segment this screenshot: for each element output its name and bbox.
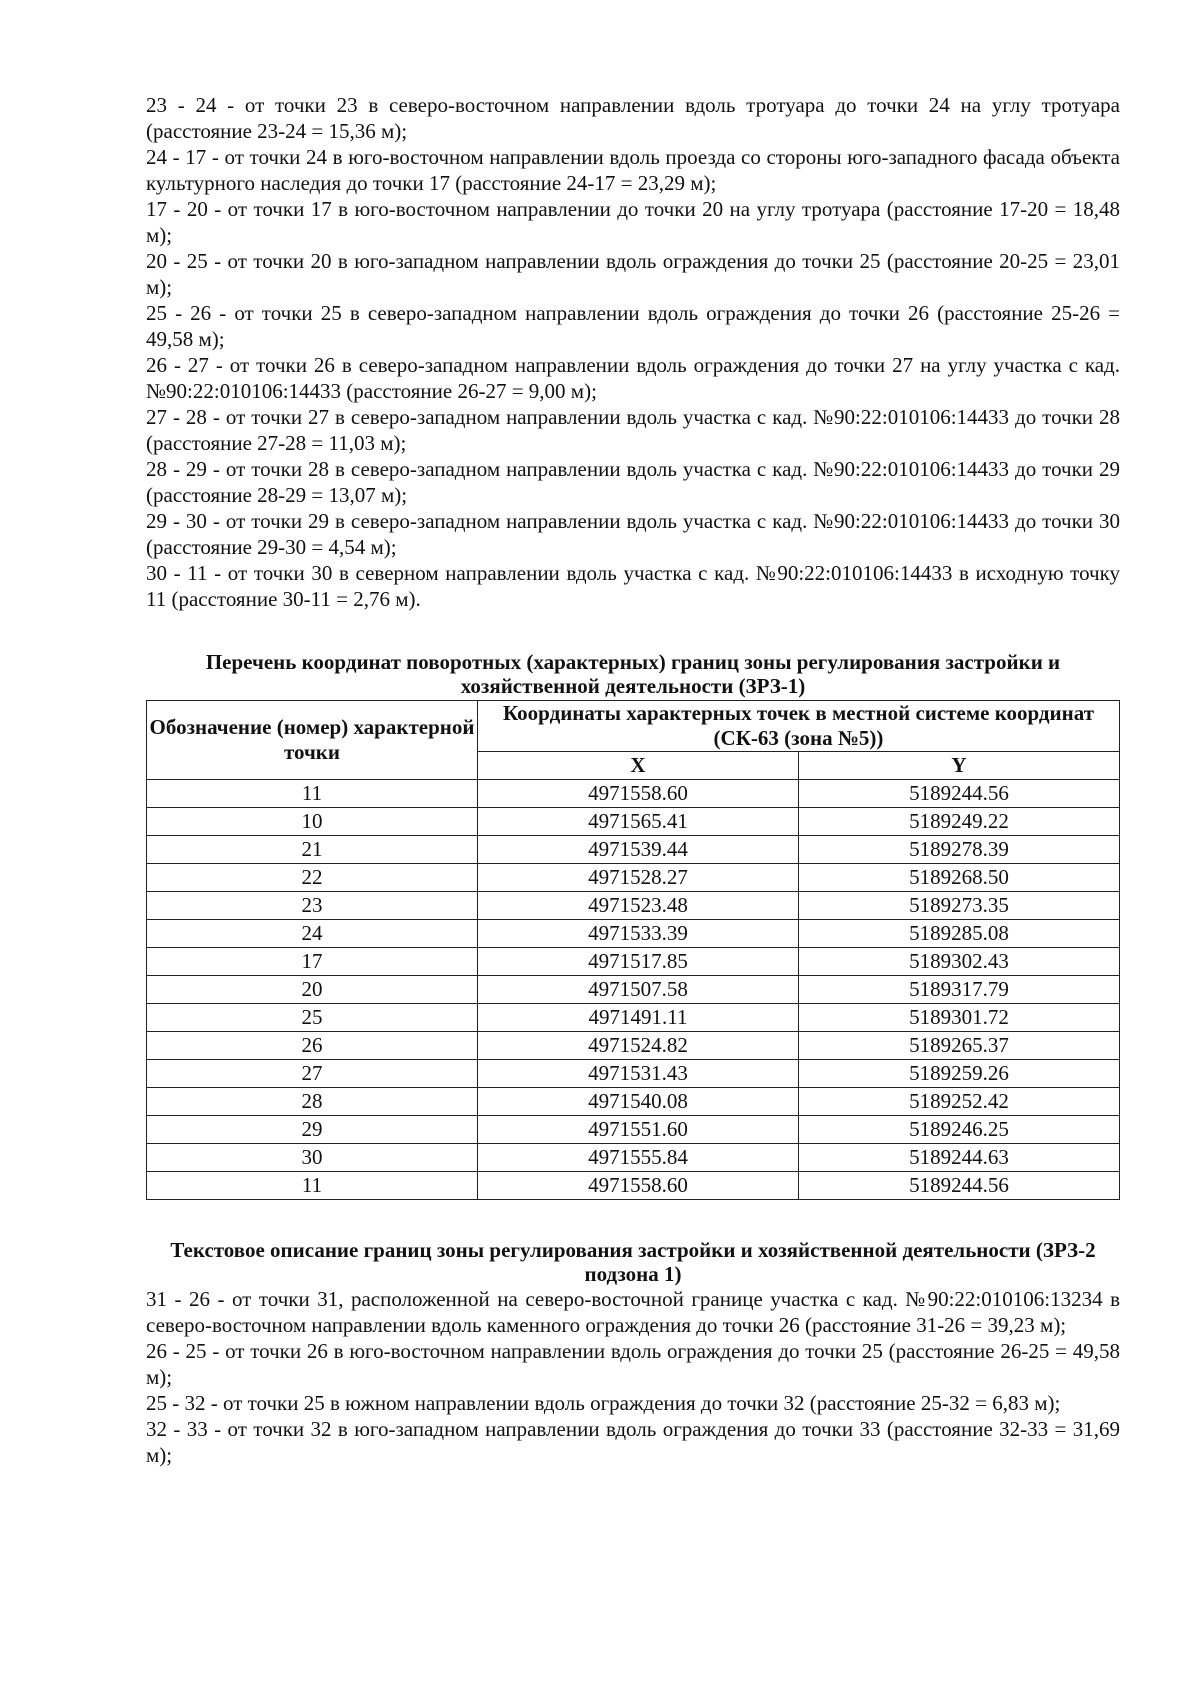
cell-x: 4971531.43 [478, 1060, 799, 1088]
boundary-description-zrz2 [146, 1286, 1120, 1468]
table-row [147, 1060, 1120, 1088]
header-y: Y [799, 752, 1120, 780]
header-point-number: Обозначение (номер) характерной точки [147, 701, 478, 780]
cell-point: 28 [147, 1088, 478, 1116]
cell-point: 20 [147, 976, 478, 1004]
cell-point: 29 [147, 1116, 478, 1144]
cell-x: 4971558.60 [478, 780, 799, 808]
cell-x: 4971551.60 [478, 1116, 799, 1144]
cell-point: 11 [147, 780, 478, 808]
cell-y: 5189317.79 [799, 976, 1120, 1004]
boundary-segment-26-27: 26 - 27 - от точки 26 в северо-западном направлении вдоль ограждения до точки 27 на углу участка с кад. №90:22:010106:14433 (расстояние 26-27 = 9,00 м); [146, 353, 1120, 403]
cell-y: 5189259.26 [799, 1060, 1120, 1088]
cell-x: 4971565.41 [478, 808, 799, 836]
cell-y: 5189278.39 [799, 836, 1120, 864]
boundary-segment-26-25: 26 - 25 - от точки 26 в юго-восточном направлении вдоль ограждения до точки 25 (расстояние 26-25 = 49,58 м); [146, 1339, 1120, 1389]
boundary-segment-32-33: 32 - 33 - от точки 32 в юго-западном направлении вдоль ограждения до точки 33 (расстояние 32-33 = 31,69 м); [146, 1417, 1120, 1467]
boundary-segment-31-26: 31 - 26 - от точки 31, расположенной на северо-восточной границе участка с кад. №90:22:010106:13234 в северо-восточном направлении вдоль каменного ограждения до точки 26 (расстояние 31-26 = 39,23 м); [146, 1287, 1120, 1337]
coords-table-title: Перечень координат поворотных (характерных) границ зоны регулирования застройки и хозяйственной деятельности (ЗРЗ-1) [205, 650, 1061, 698]
boundary-segment-20-25: 20 - 25 - от точки 20 в юго-западном направлении вдоль ограждения до точки 25 (расстояние 20-25 = 23,01 м); [146, 249, 1120, 299]
header-coordinates: Координаты характерных точек в местной системе координат (СК-63 (зона №5)) [478, 701, 1120, 752]
cell-y: 5189265.37 [799, 1032, 1120, 1060]
table-row [147, 1144, 1120, 1172]
boundary-segment-17-20: 17 - 20 - от точки 17 в юго-восточном направлении до точки 20 на углу тротуара (расстояние 17-20 = 18,48 м); [146, 197, 1120, 247]
header-x: X [478, 752, 799, 780]
table-row [147, 1032, 1120, 1060]
cell-point: 26 [147, 1032, 478, 1060]
cell-point: 23 [147, 892, 478, 920]
document-page [146, 92, 1120, 1468]
cell-y: 5189268.50 [799, 864, 1120, 892]
cell-x: 4971555.84 [478, 1144, 799, 1172]
cell-x: 4971507.58 [478, 976, 799, 1004]
table-row [147, 892, 1120, 920]
cell-point: 17 [147, 948, 478, 976]
cell-point: 22 [147, 864, 478, 892]
cell-y: 5189273.35 [799, 892, 1120, 920]
table-row [147, 1004, 1120, 1032]
table-row [147, 1116, 1120, 1144]
cell-y: 5189301.72 [799, 1004, 1120, 1032]
boundary-segment-27-28: 27 - 28 - от точки 27 в северо-западном направлении вдоль участка с кад. №90:22:010106:14433 до точки 28 (расстояние 27-28 = 11,03 м); [146, 405, 1120, 455]
cell-x: 4971528.27 [478, 864, 799, 892]
coordinates-table [146, 700, 1120, 1200]
table-row [147, 948, 1120, 976]
cell-point: 27 [147, 1060, 478, 1088]
cell-point: 30 [147, 1144, 478, 1172]
table-row [147, 1172, 1120, 1200]
table-row [147, 780, 1120, 808]
cell-x: 4971491.11 [478, 1004, 799, 1032]
cell-y: 5189244.63 [799, 1144, 1120, 1172]
cell-x: 4971540.08 [478, 1088, 799, 1116]
table-row [147, 920, 1120, 948]
cell-point: 11 [147, 1172, 478, 1200]
cell-y: 5189285.08 [799, 920, 1120, 948]
cell-x: 4971533.39 [478, 920, 799, 948]
boundary-segment-25-32: 25 - 32 - от точки 25 в южном направлении вдоль ограждения до точки 32 (расстояние 25-32 = 6,83 м); [146, 1391, 1061, 1415]
boundary-segment-29-30: 29 - 30 - от точки 29 в северо-западном направлении вдоль участка с кад. №90:22:010106:14433 до точки 30 (расстояние 29-30 = 4,54 м); [146, 509, 1120, 559]
cell-y: 5189246.25 [799, 1116, 1120, 1144]
cell-y: 5189244.56 [799, 780, 1120, 808]
table-row [147, 864, 1120, 892]
cell-x: 4971558.60 [478, 1172, 799, 1200]
cell-x: 4971539.44 [478, 836, 799, 864]
cell-y: 5189302.43 [799, 948, 1120, 976]
cell-x: 4971523.48 [478, 892, 799, 920]
cell-x: 4971517.85 [478, 948, 799, 976]
table-row [147, 976, 1120, 1004]
boundary-segment-28-29: 28 - 29 - от точки 28 в северо-западном направлении вдоль участка с кад. №90:22:010106:14433 до точки 29 (расстояние 28-29 = 13,07 м); [146, 457, 1120, 507]
cell-y: 5189244.56 [799, 1172, 1120, 1200]
table-row [147, 808, 1120, 836]
zrz2-description-title: Текстовое описание границ зоны регулирования застройки и хозяйственной деятельности (ЗРЗ-2 подзона 1) [170, 1238, 1096, 1286]
cell-point: 25 [147, 1004, 478, 1032]
table-row [147, 836, 1120, 864]
boundary-segment-24-17: 24 - 17 - от точки 24 в юго-восточном направлении вдоль проезда со стороны юго-западного фасада объекта культурного наследия до точки 17 (расстояние 24-17 = 23,29 м); [146, 145, 1120, 195]
cell-x: 4971524.82 [478, 1032, 799, 1060]
cell-point: 10 [147, 808, 478, 836]
boundary-segment-30-11: 30 - 11 - от точки 30 в северном направлении вдоль участка с кад. №90:22:010106:14433 в исходную точку 11 (расстояние 30-11 = 2,76 м). [146, 561, 1120, 611]
boundary-description-zrz1 [146, 92, 1120, 612]
cell-point: 21 [147, 836, 478, 864]
table-row [147, 1088, 1120, 1116]
boundary-segment-23-24: 23 - 24 - от точки 23 в северо-восточном направлении вдоль тротуара до точки 24 на углу тротуара (расстояние 23-24 = 15,36 м); [146, 93, 1120, 143]
boundary-segment-25-26: 25 - 26 - от точки 25 в северо-западном направлении вдоль ограждения до точки 26 (расстояние 25-26 = 49,58 м); [146, 301, 1120, 351]
cell-y: 5189249.22 [799, 808, 1120, 836]
cell-point: 24 [147, 920, 478, 948]
cell-y: 5189252.42 [799, 1088, 1120, 1116]
